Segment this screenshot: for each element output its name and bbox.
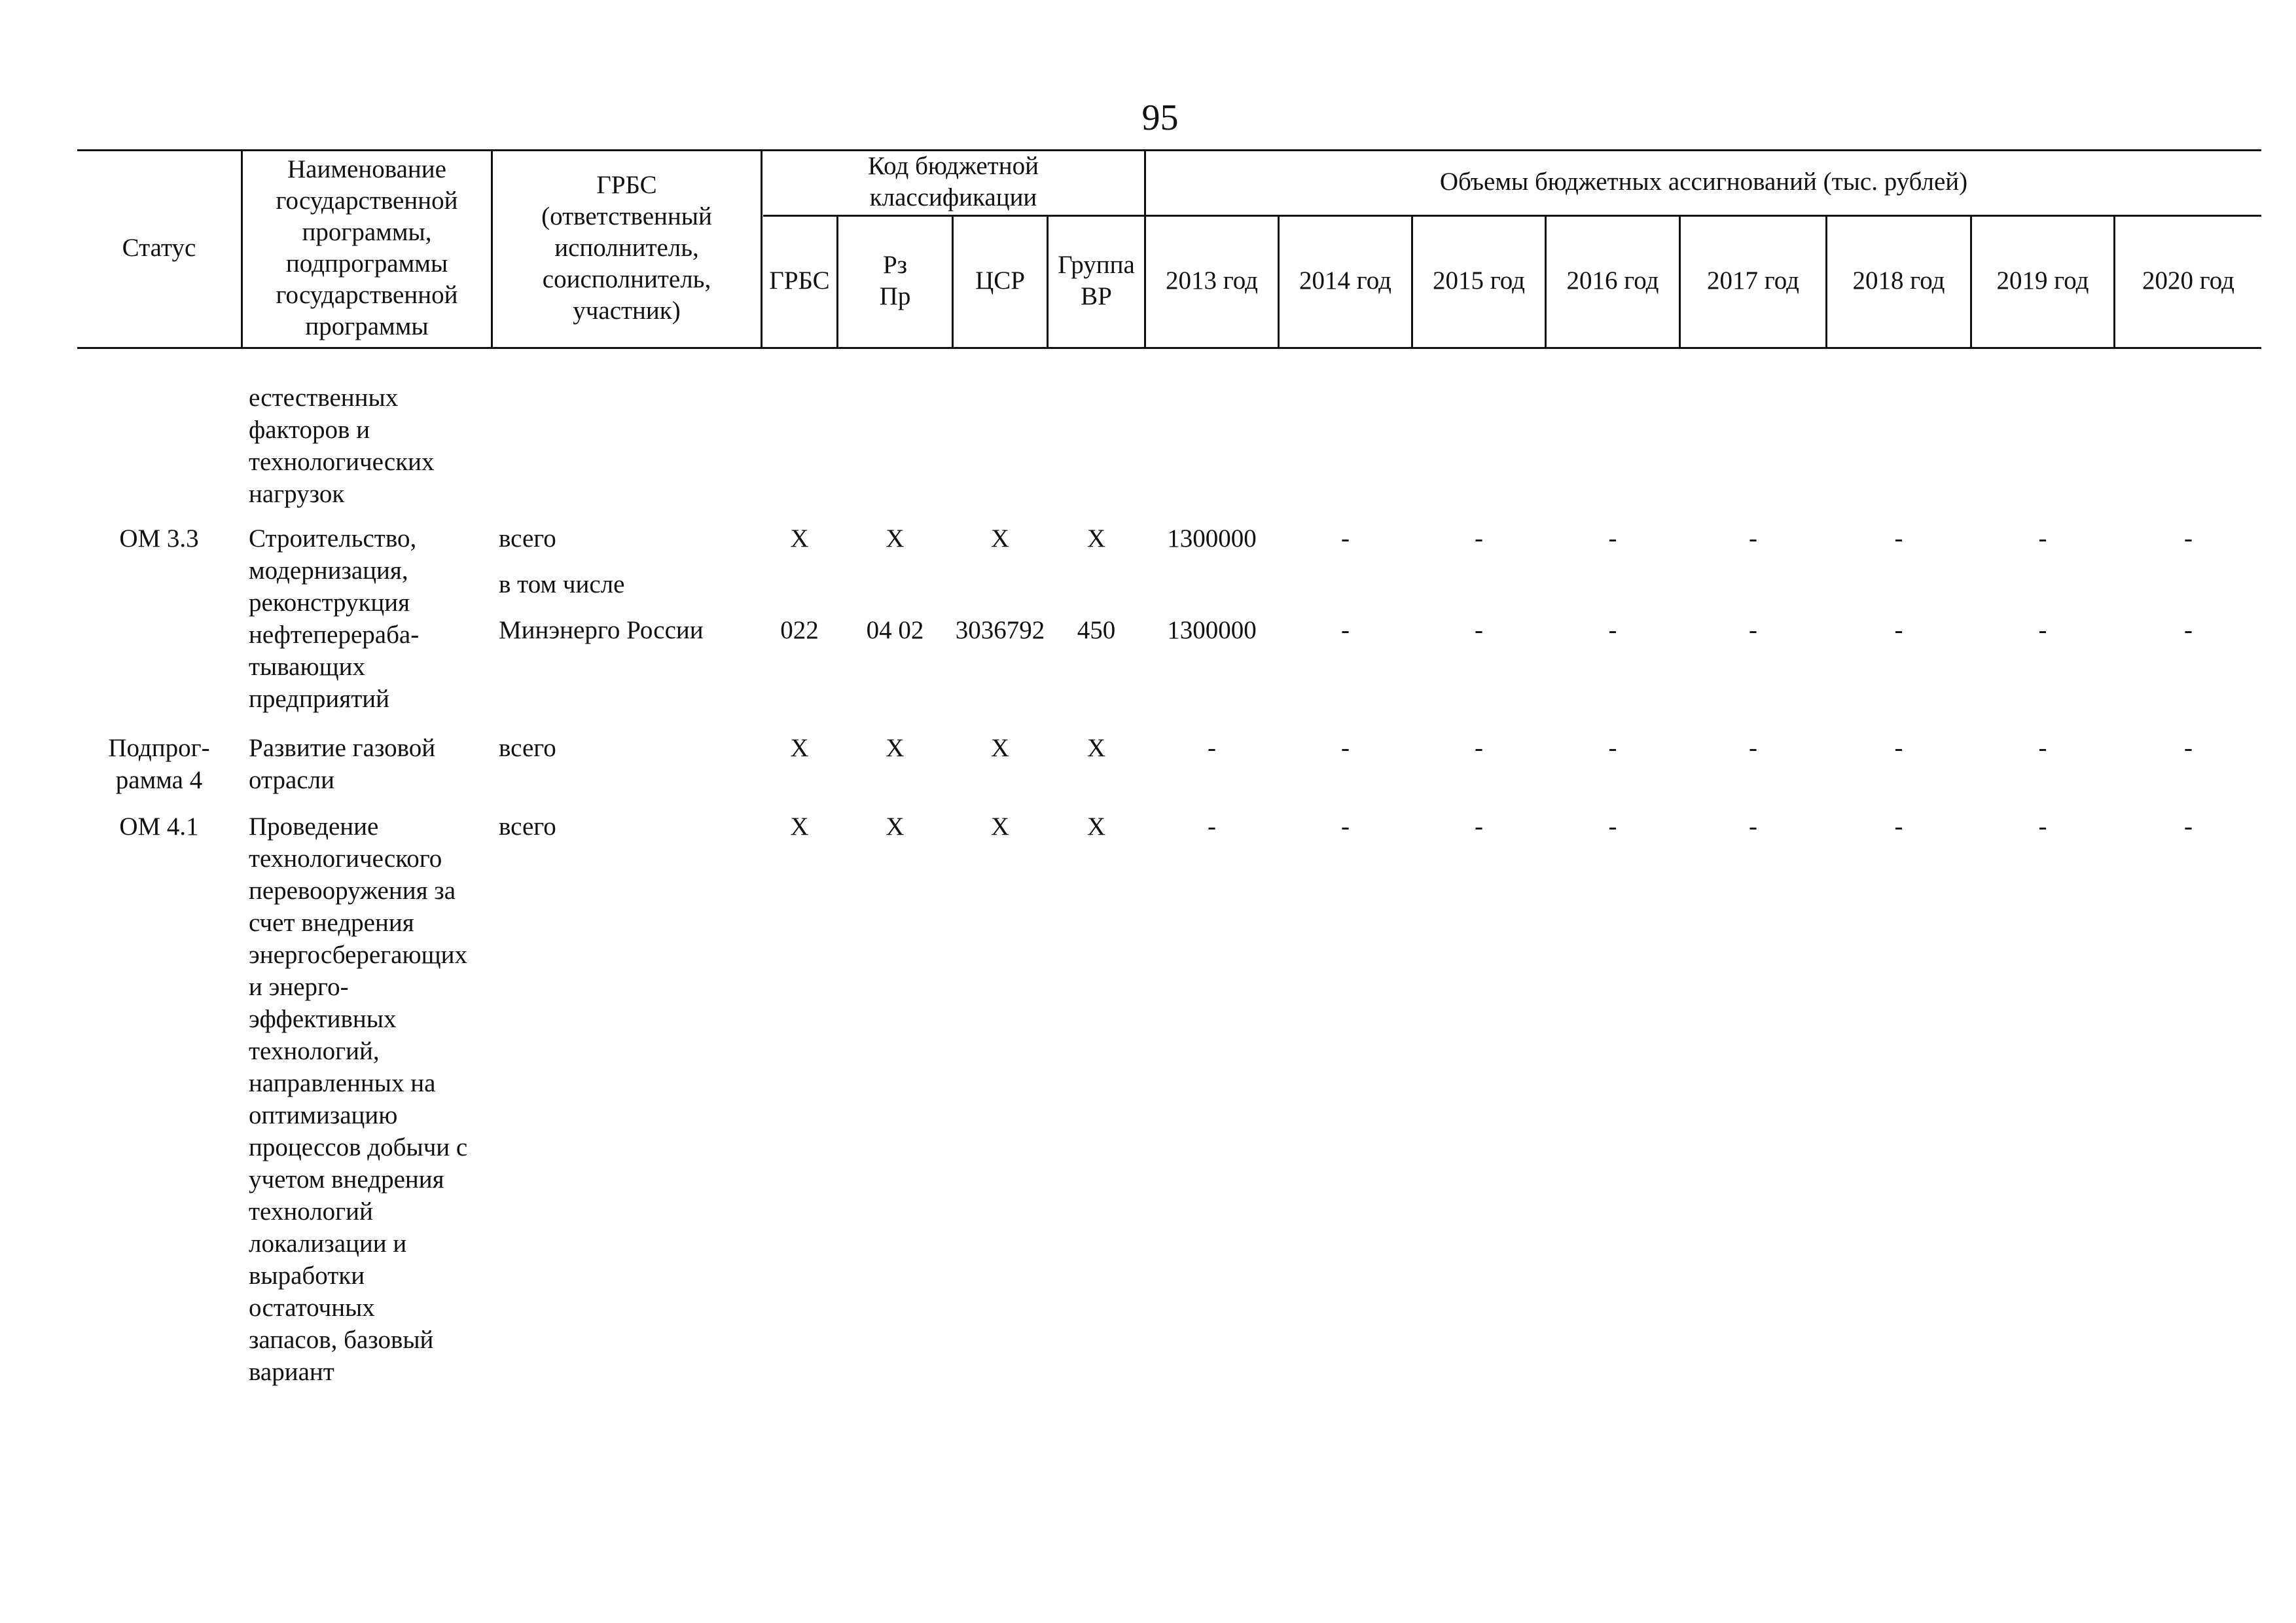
header-rzpr: Рз Пр bbox=[879, 251, 911, 310]
row-year-value: - bbox=[1341, 734, 1350, 762]
row-year-value: - bbox=[1341, 812, 1350, 841]
row-program-name: Строительство, модернизация, реконструкция нефтеперераба- тывающих предприятий bbox=[249, 524, 420, 713]
row-csr-code: X bbox=[990, 812, 1010, 841]
row-rzpr-code: X bbox=[886, 812, 905, 841]
row-year-value: - bbox=[2038, 524, 2047, 553]
row-year-value: - bbox=[1894, 616, 1903, 644]
row-csr-code: X bbox=[990, 734, 1010, 762]
row-csr-code: 3036792 bbox=[955, 616, 1045, 644]
header-year: 2019 год bbox=[1996, 266, 2089, 295]
header-bottom-rule bbox=[77, 347, 2261, 349]
row-grbs-label: всего bbox=[499, 734, 556, 762]
row-program-name: Развитие газовой отрасли bbox=[249, 734, 436, 794]
row-year-value: - bbox=[1475, 812, 1483, 841]
row-vr-code: X bbox=[1086, 812, 1106, 841]
row-year-value: - bbox=[2038, 616, 2047, 644]
row-year-value: - bbox=[1208, 734, 1216, 762]
row-year-value: - bbox=[2184, 616, 2193, 644]
row-year-value: - bbox=[1475, 734, 1483, 762]
row-grbs-code: X bbox=[790, 734, 809, 762]
row-vr-code: 450 bbox=[1077, 616, 1116, 644]
header-grbs: ГРБС bbox=[769, 266, 830, 295]
row-grbs-code: X bbox=[790, 524, 809, 553]
header-year: 2014 год bbox=[1299, 266, 1391, 295]
row-csr-code: X bbox=[990, 524, 1010, 553]
row-year-value: - bbox=[2184, 812, 2193, 841]
header-year: 2017 год bbox=[1707, 266, 1799, 295]
header-year: 2020 год bbox=[2142, 266, 2234, 295]
header-status: Статус bbox=[122, 234, 196, 262]
row-year-value: - bbox=[1475, 616, 1483, 644]
row-grbs-code: X bbox=[790, 812, 809, 841]
row-program-name: естественных факторов и технологических нагрузок bbox=[249, 384, 435, 508]
row-year-value: - bbox=[2184, 524, 2193, 553]
row-grbs-code: 022 bbox=[780, 616, 819, 644]
row-year-value: - bbox=[1894, 524, 1903, 553]
row-year-value: - bbox=[1749, 812, 1757, 841]
row-year-value: - bbox=[2184, 734, 2193, 762]
row-grbs-label: всего bbox=[499, 812, 556, 841]
row-year-value: - bbox=[1749, 734, 1757, 762]
row-grbs-label: всего bbox=[499, 524, 556, 553]
row-year-value: 1300000 bbox=[1167, 616, 1257, 644]
row-year-value: - bbox=[2038, 734, 2047, 762]
header-csr: ЦСР bbox=[975, 266, 1025, 295]
row-rzpr-code: 04 02 bbox=[866, 616, 924, 644]
header-grbs-executor: ГРБС (ответственный исполнитель, соисполнитель, участник) bbox=[541, 171, 712, 325]
header-year: 2016 год bbox=[1566, 266, 1659, 295]
header-program-name: Наименование государственной программы, подпрограммы государственной программы bbox=[276, 155, 458, 340]
row-year-value: - bbox=[1608, 616, 1617, 644]
row-rzpr-code: X bbox=[886, 734, 905, 762]
row-year-value: - bbox=[1341, 524, 1350, 553]
row-vr-code: X bbox=[1086, 524, 1106, 553]
row-year-value: - bbox=[1894, 812, 1903, 841]
header-year: 2013 год bbox=[1166, 266, 1258, 295]
row-program-name: Проведение технологического перевооружения за счет внедрения энергосберегающих и энерго- эффективных технологий, направленных на оптимизацию процессов добычи с учетом внедрения технологий локализации и выработки остаточных запасов, базовый вариант bbox=[249, 812, 468, 1386]
header-volumes: Объемы бюджетных ассигнований (тыс. рублей) bbox=[1439, 168, 1968, 196]
row-year-value: - bbox=[1608, 812, 1617, 841]
row-year-value: - bbox=[2038, 812, 2047, 841]
row-year-value: - bbox=[1749, 524, 1757, 553]
row-vr-code: X bbox=[1086, 734, 1106, 762]
row-year-value: - bbox=[1894, 734, 1903, 762]
header-vr: Группа ВР bbox=[1058, 251, 1135, 310]
row-status: Подпрог- рамма 4 bbox=[108, 734, 210, 794]
row-status: ОМ 4.1 bbox=[119, 812, 199, 841]
row-rzpr-code: X bbox=[886, 524, 905, 553]
row-year-value: - bbox=[1608, 524, 1617, 553]
header-year: 2015 год bbox=[1433, 266, 1525, 295]
row-year-value: - bbox=[1749, 616, 1757, 644]
page-number: 95 bbox=[1141, 98, 1179, 138]
row-status: ОМ 3.3 bbox=[119, 524, 199, 553]
row-year-value: 1300000 bbox=[1167, 524, 1257, 553]
row-year-value: - bbox=[1475, 524, 1483, 553]
header-budget-code: Код бюджетной классификации bbox=[868, 152, 1039, 211]
header-year: 2018 год bbox=[1852, 266, 1945, 295]
row-grbs-label: Минэнерго России bbox=[499, 616, 704, 644]
row-year-value: - bbox=[1608, 734, 1617, 762]
row-year-value: - bbox=[1341, 616, 1350, 644]
row-year-value: - bbox=[1208, 812, 1216, 841]
row-grbs-label: в том числе bbox=[499, 570, 625, 598]
